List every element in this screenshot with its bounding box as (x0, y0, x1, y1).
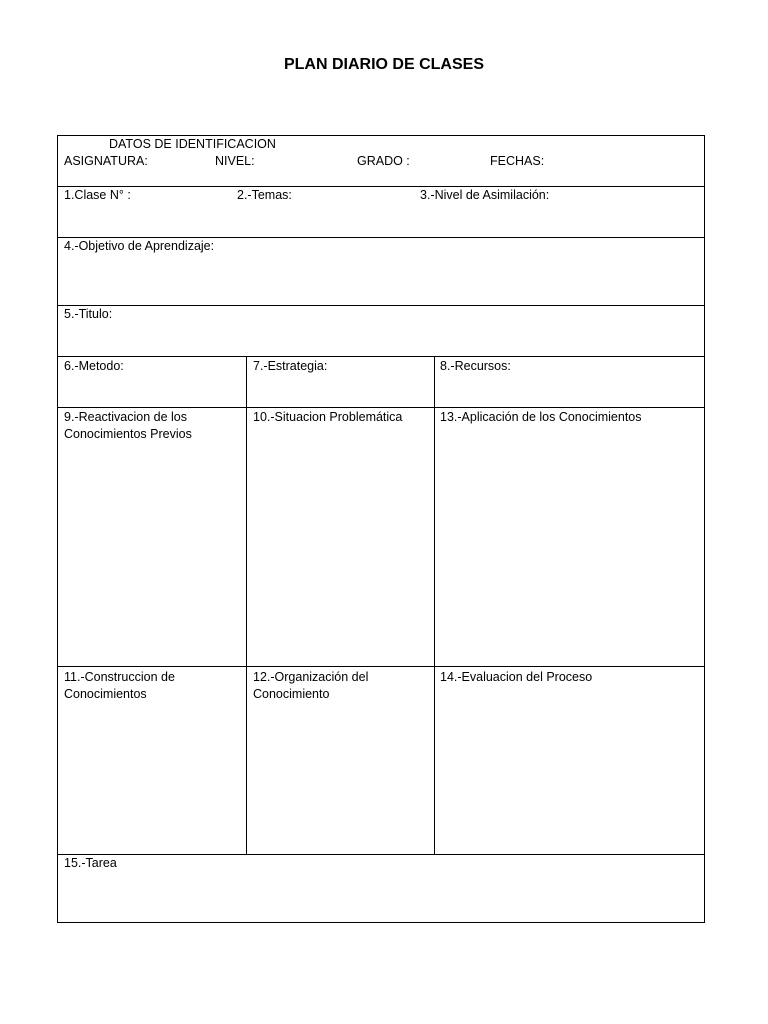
organizacion-label: 12.-Organización del Conocimiento (253, 670, 369, 701)
objetivo-label: 4.-Objetivo de Aprendizaje: (64, 239, 215, 253)
asimilacion-label: 3.-Nivel de Asimilación: (420, 188, 550, 202)
row-divider (58, 305, 704, 306)
column-divider (246, 356, 247, 854)
fechas-label: FECHAS: (490, 154, 545, 168)
evaluacion-label: 14.-Evaluacion del Proceso (440, 670, 593, 684)
row-divider (58, 407, 704, 408)
nivel-label: NIVEL: (215, 154, 255, 168)
asignatura-label: ASIGNATURA: (64, 154, 148, 168)
grado-label: GRADO : (357, 154, 410, 168)
recursos-label: 8.-Recursos: (440, 359, 511, 373)
row-divider (58, 854, 704, 855)
lesson-plan-table (57, 135, 705, 923)
identificacion-heading: DATOS DE IDENTIFICACION (109, 137, 276, 151)
estrategia-label: 7.-Estrategia: (253, 359, 328, 373)
page-title: PLAN DIARIO DE CLASES (283, 56, 484, 73)
column-divider (434, 356, 435, 854)
row-divider (58, 666, 704, 667)
construccion-label: 11.-Construccion de Conocimientos (64, 670, 175, 701)
row-divider (58, 186, 704, 187)
tarea-label: 15.-Tarea (64, 856, 117, 870)
row-divider (58, 356, 704, 357)
temas-label: 2.-Temas: (237, 188, 292, 202)
clase-label: 1.Clase N° : (64, 188, 131, 202)
titulo-label: 5.-Titulo: (64, 307, 113, 321)
situacion-label: 10.-Situacion Problemática (253, 410, 403, 424)
reactivacion-label: 9.-Reactivacion de los Conocimientos Previos (64, 410, 192, 441)
aplicacion-label: 13.-Aplicación de los Conocimientos (440, 410, 642, 424)
metodo-label: 6.-Metodo: (64, 359, 124, 373)
